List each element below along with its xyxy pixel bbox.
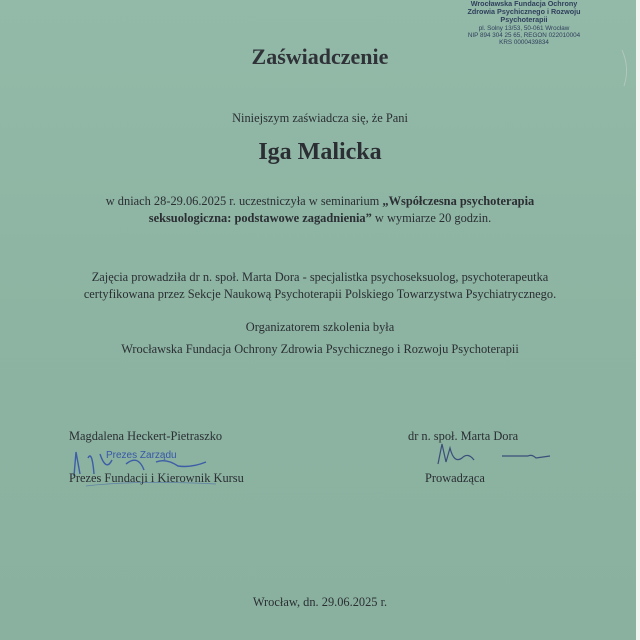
stamp-line-2: Zdrowia Psychicznego i Rozwoju bbox=[467, 7, 581, 17]
document-title: Zaświadczenie bbox=[251, 44, 389, 69]
recipient-name: Iga Malicka bbox=[258, 139, 382, 165]
place-and-date: Wrocław, dn. 29.06.2025 r. bbox=[252, 595, 388, 609]
scan-mark bbox=[620, 48, 632, 88]
right-signatory-name: dr n. społ. Marta Dora bbox=[408, 429, 519, 443]
stamp-line-3: Psychoterapii bbox=[500, 15, 548, 25]
seminar-paragraph bbox=[60, 193, 580, 227]
stamp-line-4: pl. Solny 13/53, 50-061 Wrocław bbox=[478, 24, 570, 32]
seminar-prefix: w dniach 28-29.06.2025 r. uczestniczyła w seminarium bbox=[105, 194, 383, 208]
instructor-paragraph bbox=[40, 269, 600, 303]
left-signature-stamp bbox=[66, 444, 246, 494]
organizer-label: Organizatorem szkolenia była bbox=[245, 320, 395, 334]
right-signatory-role: Prowadząca bbox=[425, 471, 485, 485]
organization-stamp bbox=[438, 0, 610, 50]
stamp-president-text: Prezes Zarządu bbox=[106, 450, 177, 461]
seminar-title-part2: seksuologiczna: podstawowe zagadnienia” bbox=[148, 211, 372, 225]
stamp-line-1: Wrocławska Fundacja Ochrony bbox=[470, 0, 578, 8]
left-signatory-name: Magdalena Heckert-Pietraszko bbox=[69, 429, 223, 443]
seminar-suffix: w wymiarze 20 godzin. bbox=[371, 211, 492, 225]
left-signatory-role: Prezes Fundacji i Kierownik Kursu bbox=[69, 471, 244, 485]
stamp-line-6: KRS 0000439834 bbox=[499, 39, 549, 47]
seminar-title-part1: „Współczesna psychoterapia bbox=[382, 194, 535, 208]
stamp-line-5: NIP 894 304 25 65, REGON 022010004 bbox=[467, 32, 581, 40]
right-signature bbox=[432, 440, 572, 470]
intro-text: Niniejszym zaświadcza się, że Pani bbox=[232, 111, 408, 125]
instructor-line-1: Zajęcia prowadziła dr n. społ. Marta Dora - specjalistka psychoseksuolog, psychoterapeutka bbox=[91, 270, 549, 284]
instructor-line-2: certyfikowana przez Sekcje Naukową Psychoterapii Polskiego Towarzystwa Psychiatrycznego. bbox=[83, 287, 557, 301]
organizer-name: Wrocławska Fundacja Ochrony Zdrowia Psychicznego i Rozwoju Psychoterapii bbox=[121, 342, 519, 356]
